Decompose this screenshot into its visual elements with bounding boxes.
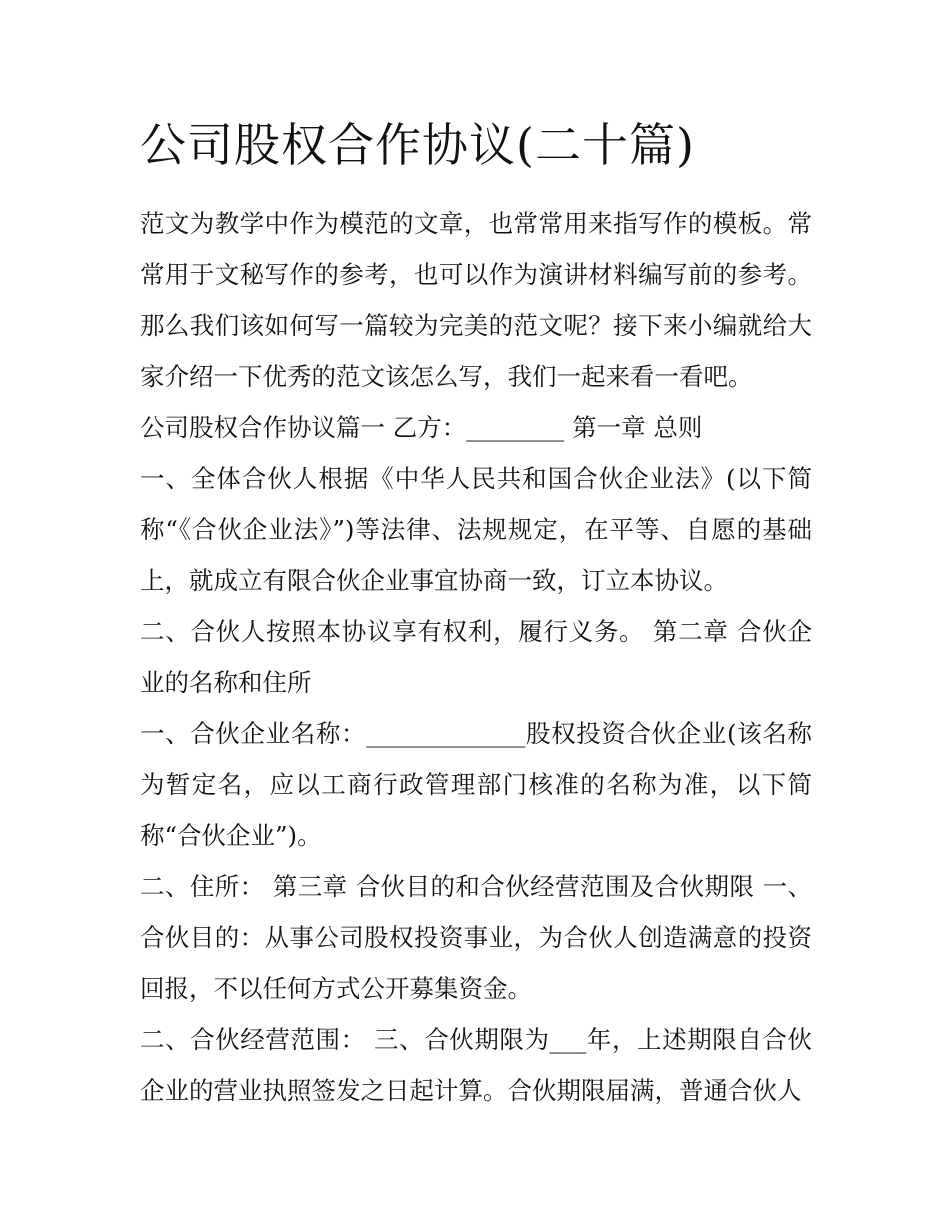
paragraph-general-clause-1: 一、全体合伙人根据《中华人民共和国合伙企业法》(以下简称“《合伙企业法》”)等法律、法规规定，在平等、自愿的基础上，就成立有限合伙企业事宜协商一致，订立本协议。 [140,464,812,595]
paragraph-scope-term: 二、合伙经营范围： 三、合伙期限为___年，上述期限自合伙企业的营业执照签发之日起计算。合伙期限届满，普通合伙人 [140,1025,812,1105]
paragraph-general-clause-2: 二、合伙人按照本协议享有权利，履行义务。 第二章 合伙企业的名称和住所 [140,617,812,697]
paragraph-intro: 范文为教学中作为模范的文章，也常常用来指写作的模板。常常用于文秘写作的参考，也可以作为演讲材料编写前的参考。那么我们该如何写一篇较为完美的范文呢？接下来小编就给大家介绍一下优秀的范文该怎么写，我们一起来看一看吧。 [140,209,812,391]
paragraph-enterprise-name: 一、合伙企业名称：_____________股权投资合伙企业(该名称为暂定名，应以工商行政管理部门核准的名称为准，以下简称“合伙企业”)。 [140,719,812,850]
paragraph-agreement-heading: 公司股权合作协议篇一 乙方：________ 第一章 总则 [140,413,703,442]
document-title: 公司股权合作协议(二十篇) [140,118,695,172]
document-body [140,198,812,1116]
paragraph-address-purpose: 二、住所： 第三章 合伙目的和合伙经营范围及合伙期限 一、合伙目的：从事公司股权投资事业，为合伙人创造满意的投资回报，不以任何方式公开募集资金。 [140,872,812,1003]
